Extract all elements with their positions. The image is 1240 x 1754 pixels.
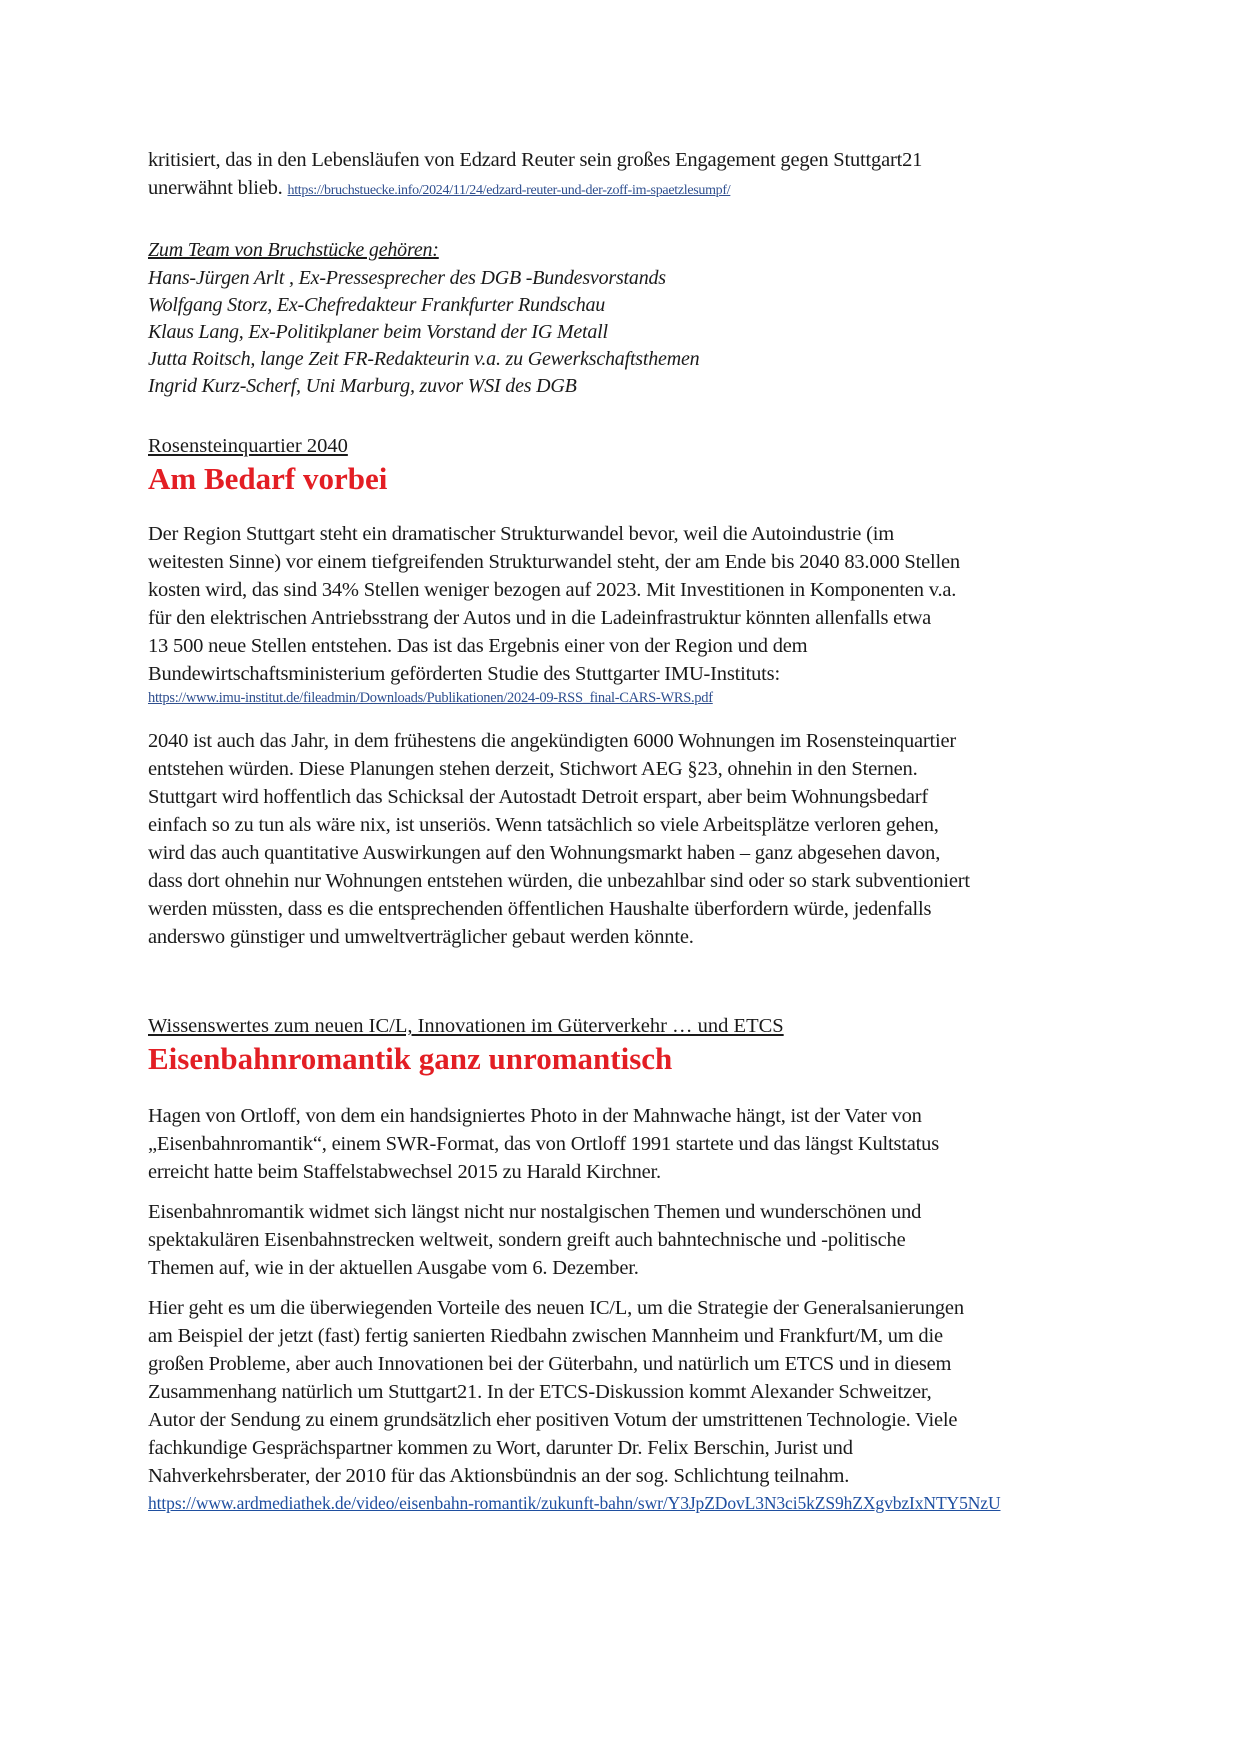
article2-p1-line: erreicht hatte beim Staffelstabwechsel 2015 zu Harald Kirchner. [148,1161,661,1183]
team-member: Ingrid Kurz-Scherf, Uni Marburg, zuvor WSI des DGB [148,375,577,397]
article2-p3-line: Hier geht es um die überwiegenden Vorteile des neuen IC/L, um die Strategie der Generalsanierungen [148,1297,964,1319]
article1-p1-line: kosten wird, das sind 34% Stellen weniger bezogen auf 2023. Mit Investitionen in Komponenten v.a. [148,579,957,601]
article2-p3-line: großen Probleme, aber auch Innovationen bei der Güterbahn, und natürlich um ETCS und in diesem [148,1353,952,1375]
team-heading: Zum Team von Bruchstücke gehören: [148,239,439,261]
team-member: Hans-Jürgen Arlt , Ex-Pressesprecher des DGB -Bundesvorstands [148,267,666,289]
article1-p2-line: anderswo günstiger und umweltverträglicher gebaut werden könnte. [148,926,694,948]
article2-p3-line: Nahverkehrsberater, der 2010 für das Aktionsbündnis an der sog. Schlichtung teilnahm. [148,1465,850,1487]
team-member: Jutta Roitsch, lange Zeit FR-Redakteurin v.a. zu Gewerkschaftsthemen [148,348,700,370]
team-member: Klaus Lang, Ex-Politikplaner beim Vorstand der IG Metall [148,321,608,343]
bruchstuecke-link[interactable]: https://bruchstuecke.info/2024/11/24/edzard-reuter-und-der-zoff-im-spaetzlesumpf/ [287,183,731,198]
article2-p1-line: „Eisenbahnromantik“, einem SWR-Format, das von Ortloff 1991 startete und das längst Kultstatus [148,1133,939,1155]
article1-p1-line: weitesten Sinne) vor einem tiefgreifenden Strukturwandel steht, der am Ende bis 2040 83.000 Stellen [148,551,960,573]
intro-line-2-text: unerwähnt blieb. [148,177,283,199]
article1-p2-line: dass dort ohnehin nur Wohnungen entstehen würden, die unbezahlbar sind oder so stark subventioniert [148,870,970,892]
article1-p2-line: einfach so zu tun als wäre nix, ist unseriös. Wenn tatsächlich so viele Arbeitsplätze verloren gehen, [148,814,939,836]
article1-headline: Am Bedarf vorbei [148,461,388,496]
article2-p2-line: Themen auf, wie in der aktuellen Ausgabe vom 6. Dezember. [148,1257,639,1279]
article1-p1-line: Der Region Stuttgart steht ein dramatischer Strukturwandel bevor, weil die Autoindustrie (im [148,523,894,545]
article2-p2-line: spektakulären Eisenbahnstrecken weltweit, sondern greift auch bahntechnische und -politische [148,1229,906,1251]
article2-headline: Eisenbahnromantik ganz unromantisch [148,1041,673,1076]
article2-p3-line: am Beispiel der jetzt (fast) fertig sanierten Riedbahn zwischen Mannheim und Frankfurt/M, um die [148,1325,943,1347]
article1-p1-line: für den elektrischen Antriebsstrang der Autos und in die Ladeinfrastruktur könnten allenfalls etwa [148,607,932,629]
article1-p2-line: entstehen würden. Diese Planungen stehen derzeit, Stichwort AEG §23, ohnehin in den Sternen. [148,758,918,780]
article2-p1-line: Hagen von Ortloff, von dem ein handsigniertes Photo in der Mahnwache hängt, ist der Vater von [148,1105,922,1127]
article2-p3-line: Zusammenhang natürlich um Stuttgart21. In der ETCS-Diskussion kommt Alexander Schweitzer, [148,1381,932,1403]
article2-p3-line: Autor der Sendung zu einem grundsätzlich eher positiven Votum der umstrittenen Technologie. Viele [148,1409,958,1431]
imu-institut-link[interactable]: https://www.imu-institut.de/fileadmin/Downloads/Publikationen/2024-09-RSS_final-CARS-WRS.pdf [148,690,713,706]
article1-p2-line: wird das auch quantitative Auswirkungen auf den Wohnungsmarkt haben – ganz abgesehen davon, [148,842,941,864]
article1-p1-line: 13 500 neue Stellen entstehen. Das ist das Ergebnis einer von der Region und dem [148,635,808,657]
article1-kicker: Rosensteinquartier 2040 [148,435,348,457]
intro-line-1: kritisiert, das in den Lebensläufen von Edzard Reuter sein großes Engagement gegen Stuttgart21 [148,149,923,171]
article1-p1-line: Bundewirtschaftsministerium geförderten Studie des Stuttgarter IMU-Instituts: [148,663,780,685]
intro-line-2 [148,174,730,205]
team-member: Wolfgang Storz, Ex-Chefredakteur Frankfurter Rundschau [148,294,606,316]
article1-p2-line: 2040 ist auch das Jahr, in dem frühestens die angekündigten 6000 Wohnungen im Rosensteinquartier [148,730,957,752]
article2-kicker: Wissenswertes zum neuen IC/L, Innovationen im Güterverkehr … und ETCS [148,1015,784,1037]
article2-p3-line: fachkundige Gesprächspartner kommen zu Wort, darunter Dr. Felix Berschin, Jurist und [148,1437,853,1459]
article2-p2-line: Eisenbahnromantik widmet sich längst nicht nur nostalgischen Themen und wunderschönen und [148,1201,922,1223]
article1-p2-line: werden müssten, dass es die entsprechenden öffentlichen Haushalte überfordern würde, jedenfalls [148,898,932,920]
ardmediathek-link[interactable]: https://www.ardmediathek.de/video/eisenbahn-romantik/zukunft-bahn/swr/Y3JpZDovL3N3ci5kZS9hZXgvbzIxNTY5NzU [148,1493,1001,1513]
article1-p2-line: Stuttgart wird hoffentlich das Schicksal der Autostadt Detroit erspart, aber beim Wohnungsbedarf [148,786,928,808]
